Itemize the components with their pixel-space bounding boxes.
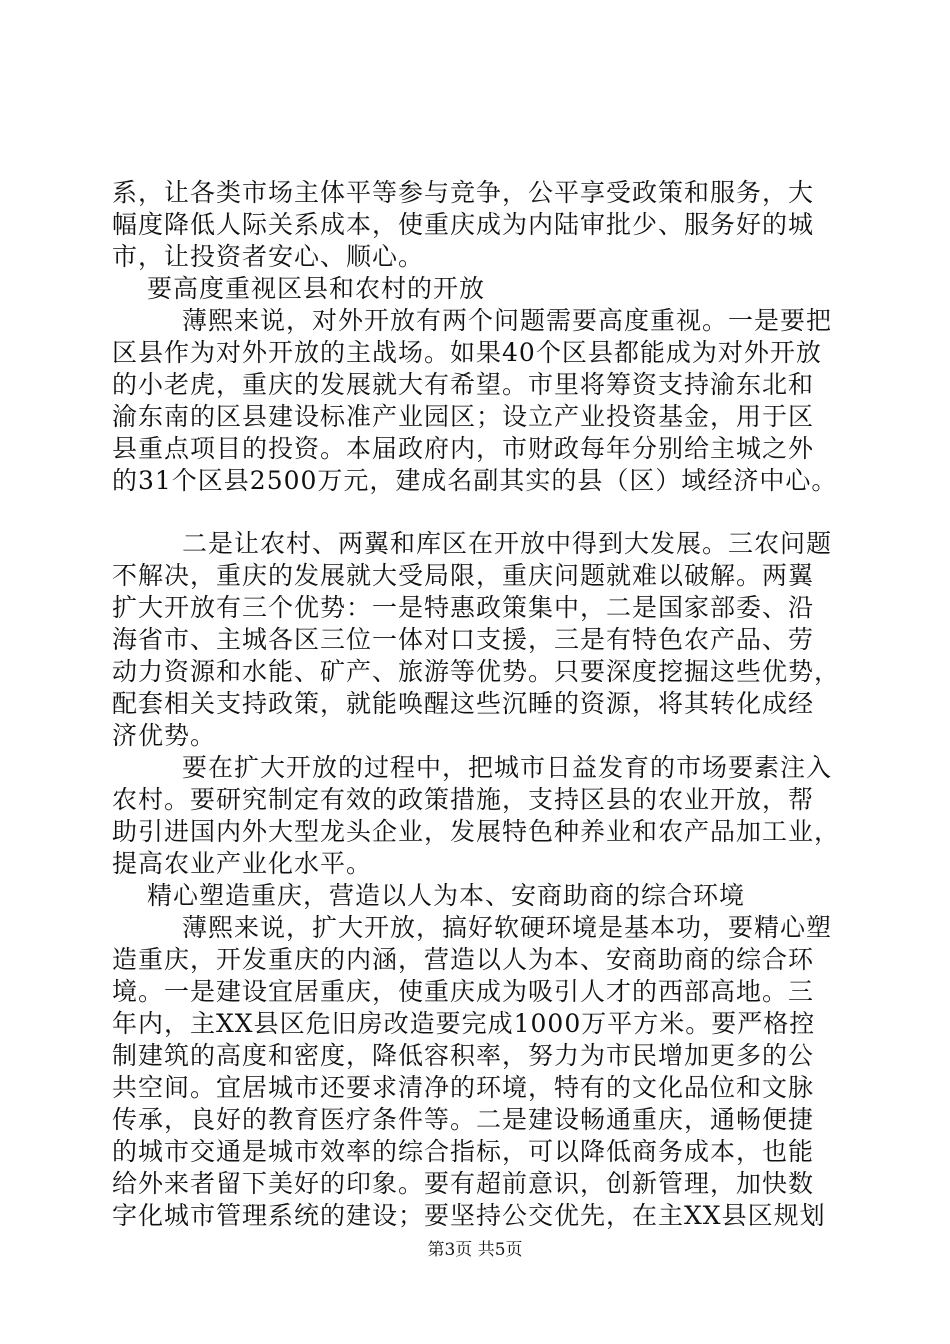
text-line: 境。一是建设宜居重庆，使重庆成为吸引人才的西部高地。三 bbox=[112, 977, 815, 1006]
text-line: 幅度降低人际关系成本，使重庆成为内陆审批少、服务好的城 bbox=[112, 210, 815, 239]
text-line: 共空间。宜居城市还要求清净的环境，特有的文化品位和文脉 bbox=[112, 1073, 815, 1102]
text-line: 提高农业产业化水平。 bbox=[112, 849, 373, 878]
text-line: 县重点项目的投资。本届政府内，市财政每年分别给主城之外 bbox=[112, 434, 815, 463]
text-line: 助引进国内外大型龙头企业，发展特色种养业和农产品加工业， bbox=[112, 817, 841, 846]
text-line: 的小老虎，重庆的发展就大有希望。市里将筹资支持渝东北和 bbox=[112, 370, 815, 399]
page-number-footer: 第3页 共5页 bbox=[427, 1240, 523, 1260]
text-line: 市，让投资者安心、顺心。 bbox=[112, 242, 425, 271]
text-line: 字化城市管理系统的建设；要坚持公交优先，在主XX县区规划 bbox=[112, 1201, 826, 1230]
section-heading: 要高度重视区县和农村的开放 bbox=[147, 274, 486, 303]
text-line: 动力资源和水能、矿产、旅游等优势。只要深度挖掘这些优势， bbox=[112, 657, 841, 686]
text-line: 扩大开放有三个优势：一是特惠政策集中，二是国家部委、沿 bbox=[112, 593, 815, 622]
text-line: 济优势。 bbox=[112, 721, 217, 750]
text-line: 海省市、主城各区三位一体对口支援，三是有特色农产品、劳 bbox=[112, 625, 815, 654]
text-line: 制建筑的高度和密度，降低容积率，努力为市民增加更多的公 bbox=[112, 1041, 815, 1070]
text-line: 配套相关支持政策，就能唤醒这些沉睡的资源，将其转化成经 bbox=[112, 689, 815, 718]
text-line: 区县作为对外开放的主战场。如果40个区县都能成为对外开放 bbox=[112, 338, 822, 367]
section-heading: 精心塑造重庆，营造以人为本、安商助商的综合环境 bbox=[147, 881, 746, 910]
text-line: 给外来者留下美好的印象。要有超前意识，创新管理，加快数 bbox=[112, 1169, 815, 1198]
paragraph-spacer bbox=[112, 497, 840, 528]
text-line: 年内，主XX县区危旧房改造要完成1000万平方米。要严格控 bbox=[112, 1009, 816, 1038]
text-line: 造重庆，开发重庆的内涵，营造以人为本、安商助商的综合环 bbox=[112, 945, 815, 974]
text-line: 的31个区县2500万元，建成名副其实的县（区）域经济中心。 bbox=[112, 466, 838, 495]
text-line: 不解决，重庆的发展就大受局限，重庆问题就难以破解。两翼 bbox=[112, 561, 815, 590]
text-line: 二是让农村、两翼和库区在开放中得到大发展。三农问题 bbox=[182, 529, 833, 558]
text-line: 农村。要研究制定有效的政策措施，支持区县的农业开放，帮 bbox=[112, 785, 815, 814]
text-line: 薄熙来说，对外开放有两个问题需要高度重视。一是要把 bbox=[182, 306, 833, 335]
text-line: 要在扩大开放的过程中，把城市日益发育的市场要素注入 bbox=[182, 753, 833, 782]
text-line: 传承，良好的教育医疗条件等。二是建设畅通重庆，通畅便捷 bbox=[112, 1105, 815, 1134]
text-line: 的城市交通是城市效率的综合指标，可以降低商务成本，也能 bbox=[112, 1137, 815, 1166]
text-line: 薄熙来说，扩大开放，搞好软硬环境是基本功，要精心塑 bbox=[182, 913, 833, 942]
text-line: 系，让各类市场主体平等参与竞争，公平享受政策和服务，大 bbox=[112, 178, 815, 207]
text-line: 渝东南的区县建设标准产业园区；设立产业投资基金，用于区 bbox=[112, 402, 815, 431]
document-body bbox=[112, 177, 840, 1232]
